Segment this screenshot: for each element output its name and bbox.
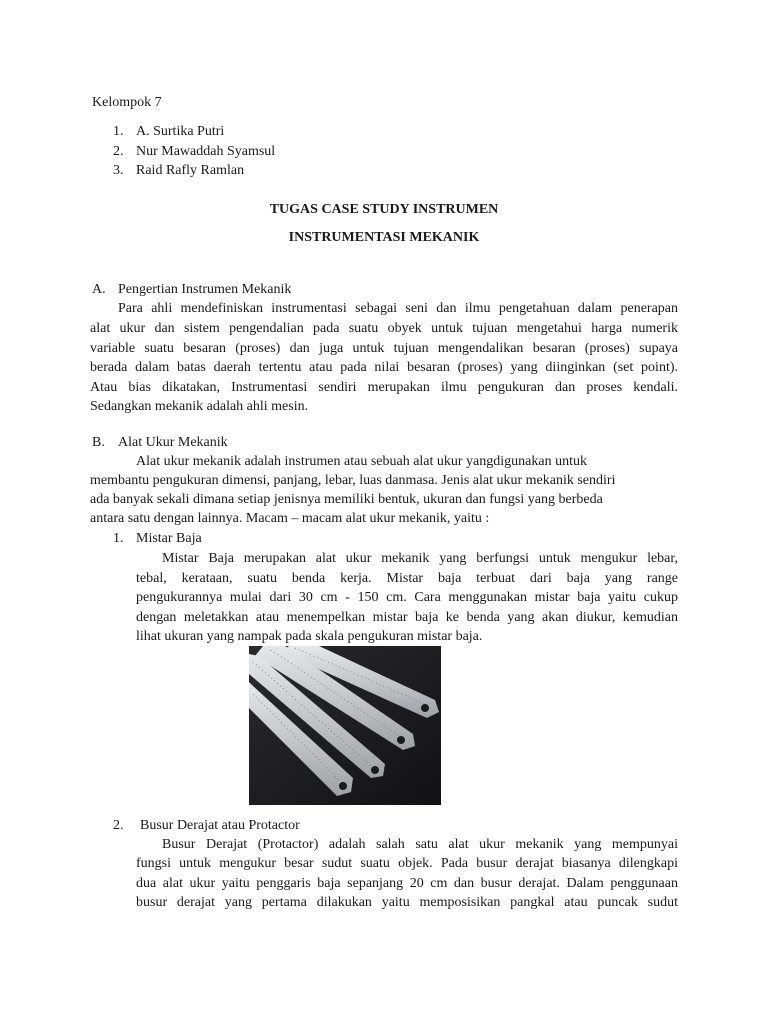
paragraph-line: Alat ukur mekanik adalah instrumen atau sebuah alat ukur yangdigunakan untuk (136, 454, 587, 469)
section-a-letter: A. (92, 282, 106, 297)
item-1-heading: Mistar Baja (136, 531, 202, 546)
paragraph-line: lihat ukuran yang nampak pada skala pengukuran mistar baja. (136, 629, 483, 644)
document-subtitle: INSTRUMENTASI MEKANIK (288, 230, 480, 245)
paragraph-line: membantu pengukuran dimensi, panjang, lebar, luas danmasa. Jenis alat ukur mekanik sendiri (90, 473, 616, 488)
document-title: TUGAS CASE STUDY INSTRUMEN (269, 202, 499, 217)
paragraph-line: Mistar Baja merupakan alat ukur mekanik yang berfungsi untuk mengukur lebar, (162, 551, 678, 566)
steel-rulers-illustration (249, 646, 441, 805)
paragraph-line: berada dalam batas daerah tertentu atau pada nilai besaran (proses) yang diinginkan (set point). (90, 360, 678, 375)
paragraph-line: ada banyak sekali dimana setiap jenisnya memiliki bentuk, ukuran dan fungsi yang berbeda (90, 492, 603, 507)
member-number: 2. (113, 144, 124, 159)
paragraph-line: pengukurannya mulai dari 30 cm - 150 cm. Cara menggunakan mistar baja yaitu cukup (136, 590, 678, 605)
paragraph-line: Para ahli mendefiniskan instrumentasi sebagai seni dan ilmu pengetahuan dalam penerapan (118, 301, 678, 316)
member-name: Raid Rafly Ramlan (136, 163, 245, 178)
paragraph-line: alat ukur dan sistem pengendalian pada suatu obyek untuk tujuan mengetahui harga numerik (90, 321, 678, 336)
member-number: 3. (113, 163, 124, 178)
member-number: 1. (113, 124, 124, 139)
section-b-letter: B. (92, 435, 105, 450)
paragraph-line: Sedangkan mekanik adalah ahli mesin. (90, 399, 309, 414)
paragraph-line: Atau bias dikatakan, Instrumentasi sendiri merupakan ilmu pengukuran dan proses kendali. (90, 380, 678, 395)
paragraph-line: Busur Derajat (Protactor) adalah salah satu alat ukur mekanik yang mempunyai (162, 837, 678, 852)
section-b-heading: Alat Ukur Mekanik (118, 435, 228, 450)
paragraph-line: tebal, kerataan, suatu benda kerja. Mistar baja terbuat dari baja yang range (136, 571, 678, 586)
paragraph-line: variable suatu besaran (proses) dan juga untuk tujuan mengendalikan besaran (proses) supaya (90, 341, 678, 356)
paragraph-line: fungsi untuk mengukur besar sudut suatu objek. Pada busur derajat biasanya dilengkapi (136, 856, 678, 871)
paragraph-line: dengan meletakkan atau menempelkan mistar baja ke benda yang akan diukur, kemudian (136, 610, 678, 625)
item-2-heading: Busur Derajat atau Protactor (140, 818, 300, 833)
group-title: Kelompok 7 (92, 95, 162, 110)
section-a-heading: Pengertian Instrumen Mekanik (118, 282, 292, 297)
item-2-number: 2. (113, 818, 124, 833)
member-name: A. Surtika Putri (136, 124, 225, 139)
member-name: Nur Mawaddah Syamsul (136, 144, 276, 159)
steel-ruler-photo (249, 646, 441, 805)
item-1-number: 1. (113, 531, 124, 546)
paragraph-line: antara satu dengan lainnya. Macam – macam alat ukur mekanik, yaitu : (90, 511, 490, 526)
paragraph-line: dua alat ukur yaitu penggaris baja sepanjang 20 cm dan busur derajat. Dalam penggunaan (136, 876, 678, 891)
paragraph-line: busur derajat yang pertama dilakukan yaitu memposisikan pangkal atau puncak sudut (136, 895, 678, 910)
